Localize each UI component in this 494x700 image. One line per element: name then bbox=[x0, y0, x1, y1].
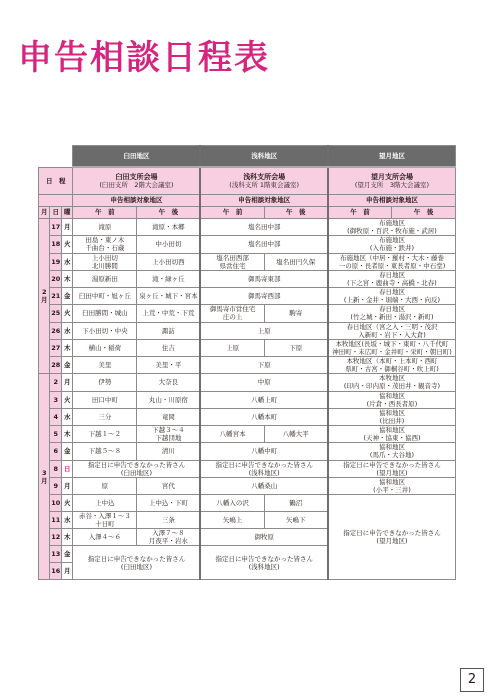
usuda-pm-cell: 上荒・中荒・下荒 bbox=[137, 305, 201, 322]
venue-usuda: 臼田支所会場 (臼田支所 2階大会議室) bbox=[73, 167, 200, 195]
target-area-asashina: 申告相談対象地区 bbox=[200, 195, 327, 207]
asashina-am-cell: 八幡入の沢 bbox=[200, 495, 264, 512]
usuda-pm-cell: 滝・緑ヶ丘 bbox=[137, 270, 201, 287]
mochizuki-merged-cell: 指定日に申告できなかった皆さん (望月地区) bbox=[328, 495, 456, 580]
region-mochizuki: 望月地区 bbox=[328, 146, 456, 168]
asashina-cell: 中原 bbox=[200, 374, 327, 391]
usuda-am-cell: 上中込 bbox=[73, 495, 137, 512]
asashina-cell: 八幡桑山 bbox=[200, 477, 327, 494]
table-row bbox=[39, 219, 456, 236]
usuda-pm-cell: 住吉 bbox=[137, 339, 201, 356]
table-row bbox=[39, 339, 456, 356]
weekday-cell: 水 bbox=[61, 408, 73, 425]
asashina-cell: 御馬寄西部 bbox=[200, 288, 327, 305]
weekday-cell: 木 bbox=[61, 339, 73, 356]
usuda-pm-cell: 諏訪 bbox=[137, 322, 201, 339]
am-header-asashina: 午 前 bbox=[200, 207, 264, 219]
usuda-am-cell: 田口中町 bbox=[73, 391, 137, 408]
day-cell: 8 bbox=[50, 460, 61, 477]
mochizuki-cell: 春日地区 (竹之城・新田・湯沢・新町) bbox=[328, 305, 456, 322]
month-cell: 2 月 bbox=[39, 219, 50, 374]
pm-header-asashina: 午 後 bbox=[264, 207, 328, 219]
table-row bbox=[39, 288, 456, 305]
usuda-am-cell: 入澤４～６ bbox=[73, 529, 137, 546]
table-row bbox=[39, 253, 456, 270]
venue-asashina: 浅科支所会場 (浅科支所 1階東会議室) bbox=[200, 167, 327, 195]
day-cell: 11 bbox=[50, 511, 61, 528]
usuda-am-cell: 滝原 bbox=[73, 219, 137, 236]
table-row bbox=[39, 322, 456, 339]
asashina-am-cell: 御馬寄市営住宅 庄の上 bbox=[200, 305, 264, 322]
table-row bbox=[39, 270, 456, 287]
usuda-am-cell: 原 bbox=[73, 477, 137, 494]
usuda-pm-cell: 滝原・本郷 bbox=[137, 219, 201, 236]
usuda-pm-cell: 竜岡 bbox=[137, 408, 201, 425]
target-area-row bbox=[39, 195, 456, 207]
usuda-pm-cell: 中小田切 bbox=[137, 236, 201, 253]
asashina-cell: 御牧原 bbox=[200, 529, 327, 546]
mochizuki-cell: 布施地区 (入布施・鉄井) bbox=[328, 236, 456, 253]
day-cell: 5 bbox=[50, 426, 61, 443]
page-title: 申告相談日程表 bbox=[18, 38, 270, 78]
table-row bbox=[39, 477, 456, 494]
pm-header-usuda: 午 後 bbox=[137, 207, 201, 219]
weekday-cell: 木 bbox=[61, 529, 73, 546]
usuda-am-cell: 赤谷・入澤１～３ 十日町 bbox=[73, 511, 137, 528]
usuda-am-cell: 臼田中町・旭ヶ丘 bbox=[73, 288, 137, 305]
weekday-cell: 月 bbox=[61, 374, 73, 391]
mochizuki-cell: 指定日に申告できなかった皆さん (望月地区) bbox=[328, 460, 456, 477]
day-cell: 26 bbox=[50, 322, 61, 339]
asashina-am-cell: 塩名田西部 県営住宅 bbox=[200, 253, 264, 270]
day-cell: 20 bbox=[50, 270, 61, 287]
weekday-cell: 木 bbox=[61, 270, 73, 287]
weekday-header: 曜 bbox=[61, 207, 73, 219]
column-header-row bbox=[39, 207, 456, 219]
usuda-am-cell: 上小田切 北川勝間 bbox=[73, 253, 137, 270]
day-cell: 13 bbox=[50, 546, 61, 563]
table-row bbox=[39, 391, 456, 408]
asashina-pm-cell: 塩名田円久保 bbox=[264, 253, 328, 270]
weekday-cell: 月 bbox=[61, 563, 73, 580]
mochizuki-cell: 協和地区 (馬爪・大谷地) bbox=[328, 443, 456, 460]
usuda-pm-cell: 泉ヶ丘・城下・宮本 bbox=[137, 288, 201, 305]
asashina-pm-cell: 駒寄 bbox=[264, 305, 328, 322]
mochizuki-cell: 春日地区 (下之宮・鹿曲寺・高橋・北春) bbox=[328, 270, 456, 287]
usuda-pm-cell: 丸山・川原宿 bbox=[137, 391, 201, 408]
mochizuki-cell: 布施地区 (御牧原・百沢・牧布施・武居) bbox=[328, 219, 456, 236]
table-row bbox=[39, 374, 456, 391]
weekday-cell: 火 bbox=[61, 495, 73, 512]
weekday-cell: 水 bbox=[61, 322, 73, 339]
day-cell: 6 bbox=[50, 443, 61, 460]
weekday-cell: 火 bbox=[61, 236, 73, 253]
mochizuki-cell: 協和地区 (片倉・西長者原) bbox=[328, 391, 456, 408]
table-row bbox=[39, 357, 456, 374]
usuda-am-cell: 下小田切・中央 bbox=[73, 322, 137, 339]
usuda-am-cell: 美里 bbox=[73, 357, 137, 374]
usuda-pm-cell: 清川 bbox=[137, 443, 201, 460]
day-cell: 9 bbox=[50, 477, 61, 494]
table-row bbox=[39, 426, 456, 443]
day-cell: 19 bbox=[50, 253, 61, 270]
month-header: 月 bbox=[39, 207, 50, 219]
asashina-cell: 下原 bbox=[200, 357, 327, 374]
usuda-pm-cell: 下越３～４ 下越団地 bbox=[137, 426, 201, 443]
asashina-pm-cell: 矢嶋下 bbox=[264, 511, 328, 528]
table-row bbox=[39, 305, 456, 322]
usuda-am-cell: 横山・稲荷 bbox=[73, 339, 137, 356]
usuda-pm-cell: 上中込・下町 bbox=[137, 495, 201, 512]
page-number: 2 bbox=[460, 668, 484, 692]
table-row bbox=[39, 236, 456, 253]
usuda-pm-cell: 上小田切西 bbox=[137, 253, 201, 270]
table-row bbox=[39, 443, 456, 460]
month-cell: 3 月 bbox=[39, 374, 50, 580]
day-cell: 28 bbox=[50, 357, 61, 374]
day-cell: 17 bbox=[50, 219, 61, 236]
usuda-merged-cell: 指定日に申告できなかった皆さん (臼田地区) bbox=[73, 546, 200, 580]
schedule-label: 日 程 bbox=[39, 167, 73, 195]
usuda-am-cell: 田島・東ノ木 千曲台・石蔵 bbox=[73, 236, 137, 253]
day-cell: 18 bbox=[50, 236, 61, 253]
day-cell: 25 bbox=[50, 305, 61, 322]
mochizuki-cell: 本牧地区(長坂・城下・東町・八千代町 神田町・末広町・金井町・栄町・朝日町) bbox=[328, 339, 456, 356]
usuda-am-cell: 湯原新田 bbox=[73, 270, 137, 287]
asashina-cell: 上原 bbox=[200, 322, 327, 339]
weekday-cell: 月 bbox=[61, 219, 73, 236]
mochizuki-cell: 協和地区 (小平・三井) bbox=[328, 477, 456, 494]
day-cell: 4 bbox=[50, 408, 61, 425]
target-area-usuda: 申告相談対象地区 bbox=[73, 195, 200, 207]
day-cell: 27 bbox=[50, 339, 61, 356]
mochizuki-cell: 協和地区 (天神・協東・協西) bbox=[328, 426, 456, 443]
table-row bbox=[39, 495, 456, 512]
asashina-merged-cell: 指定日に申告できなかった皆さん (浅科地区) bbox=[200, 546, 327, 580]
region-usuda: 臼田地区 bbox=[73, 146, 200, 168]
asashina-cell: 塩名田中部 bbox=[200, 236, 327, 253]
region-asashina: 浅科地区 bbox=[200, 146, 327, 168]
asashina-pm-cell: 鶴沼 bbox=[264, 495, 328, 512]
asashina-am-cell: 矢嶋上 bbox=[200, 511, 264, 528]
pm-header-mochizuki: 午 後 bbox=[392, 207, 456, 219]
asashina-am-cell: 上原 bbox=[200, 339, 264, 356]
venue-row bbox=[39, 167, 456, 195]
weekday-cell: 水 bbox=[61, 511, 73, 528]
table-row bbox=[39, 460, 456, 477]
usuda-am-cell: 下越１～２ bbox=[73, 426, 137, 443]
usuda-am-cell: 臼田勝間・城山 bbox=[73, 305, 137, 322]
asashina-merged-cell: 指定日に申告できなかった皆さん (浅科地区) bbox=[200, 460, 327, 477]
mochizuki-cell: 協和地区 (比田井) bbox=[328, 408, 456, 425]
weekday-cell: 月 bbox=[61, 477, 73, 494]
usuda-pm-cell: 宮代 bbox=[137, 477, 201, 494]
table-row bbox=[39, 408, 456, 425]
usuda-pm-cell: 美里・平 bbox=[137, 357, 201, 374]
asashina-cell: 八幡中町 bbox=[200, 443, 327, 460]
weekday-cell: 火 bbox=[61, 391, 73, 408]
weekday-cell: 火 bbox=[61, 305, 73, 322]
usuda-am-cell: 下越５～８ bbox=[73, 443, 137, 460]
venue-mochizuki: 望月支所会場 (望月支所 3階大会議室) bbox=[328, 167, 456, 195]
asashina-am-cell: 八幡宮本 bbox=[200, 426, 264, 443]
schedule-table bbox=[38, 145, 456, 580]
asashina-cell: 八幡上町 bbox=[200, 391, 327, 408]
usuda-pm-cell: 入澤７～８ 月夜平・岩水 bbox=[137, 529, 201, 546]
asashina-cell: 御馬寄東部 bbox=[200, 270, 327, 287]
usuda-pm-cell: 大奈良 bbox=[137, 374, 201, 391]
weekday-cell: 金 bbox=[61, 288, 73, 305]
day-cell: 3 bbox=[50, 391, 61, 408]
mochizuki-cell: 春日地区 (上新・金井・堀端・大西・向反) bbox=[328, 288, 456, 305]
day-cell: 12 bbox=[50, 529, 61, 546]
weekday-cell: 金 bbox=[61, 443, 73, 460]
usuda-merged-cell: 指定日に申告できなかった皆さん (臼田地区) bbox=[73, 460, 200, 477]
asashina-pm-cell: 下原 bbox=[264, 339, 328, 356]
usuda-am-cell: 三分 bbox=[73, 408, 137, 425]
weekday-cell: 水 bbox=[61, 253, 73, 270]
mochizuki-cell: 本牧地区（本町・上本町・西町 県町・古宮・御桐谷町・吹上町) bbox=[328, 357, 456, 374]
day-cell: 2 bbox=[50, 374, 61, 391]
mochizuki-cell: 春日地区（宮之入・三明・茂沢 入新町・岩下・入大倉) bbox=[328, 322, 456, 339]
usuda-am-cell: 伊勢 bbox=[73, 374, 137, 391]
asashina-pm-cell: 八幡大平 bbox=[264, 426, 328, 443]
mochizuki-cell: 本牧地区 (印内・印内原・茂田井・観音寺) bbox=[328, 374, 456, 391]
day-header: 日 bbox=[50, 207, 61, 219]
weekday-cell: 金 bbox=[61, 546, 73, 563]
target-area-mochizuki: 申告相談対象地区 bbox=[328, 195, 456, 207]
mochizuki-cell: 布施地区（中居・羅村・大木・藤巻 一の原・長者原・東長者原・中石堂) bbox=[328, 253, 456, 270]
weekday-cell: 金 bbox=[61, 357, 73, 374]
day-cell: 16 bbox=[50, 563, 61, 580]
day-cell: 21 bbox=[50, 288, 61, 305]
asashina-cell: 八幡本町 bbox=[200, 408, 327, 425]
day-cell: 10 bbox=[50, 495, 61, 512]
region-header-row bbox=[39, 146, 456, 168]
weekday-cell: 日 bbox=[61, 460, 73, 477]
am-header-mochizuki: 午 前 bbox=[328, 207, 392, 219]
usuda-pm-cell: 三条 bbox=[137, 511, 201, 528]
asashina-cell: 塩名田中部 bbox=[200, 219, 327, 236]
am-header-usuda: 午 前 bbox=[73, 207, 137, 219]
weekday-cell: 木 bbox=[61, 426, 73, 443]
